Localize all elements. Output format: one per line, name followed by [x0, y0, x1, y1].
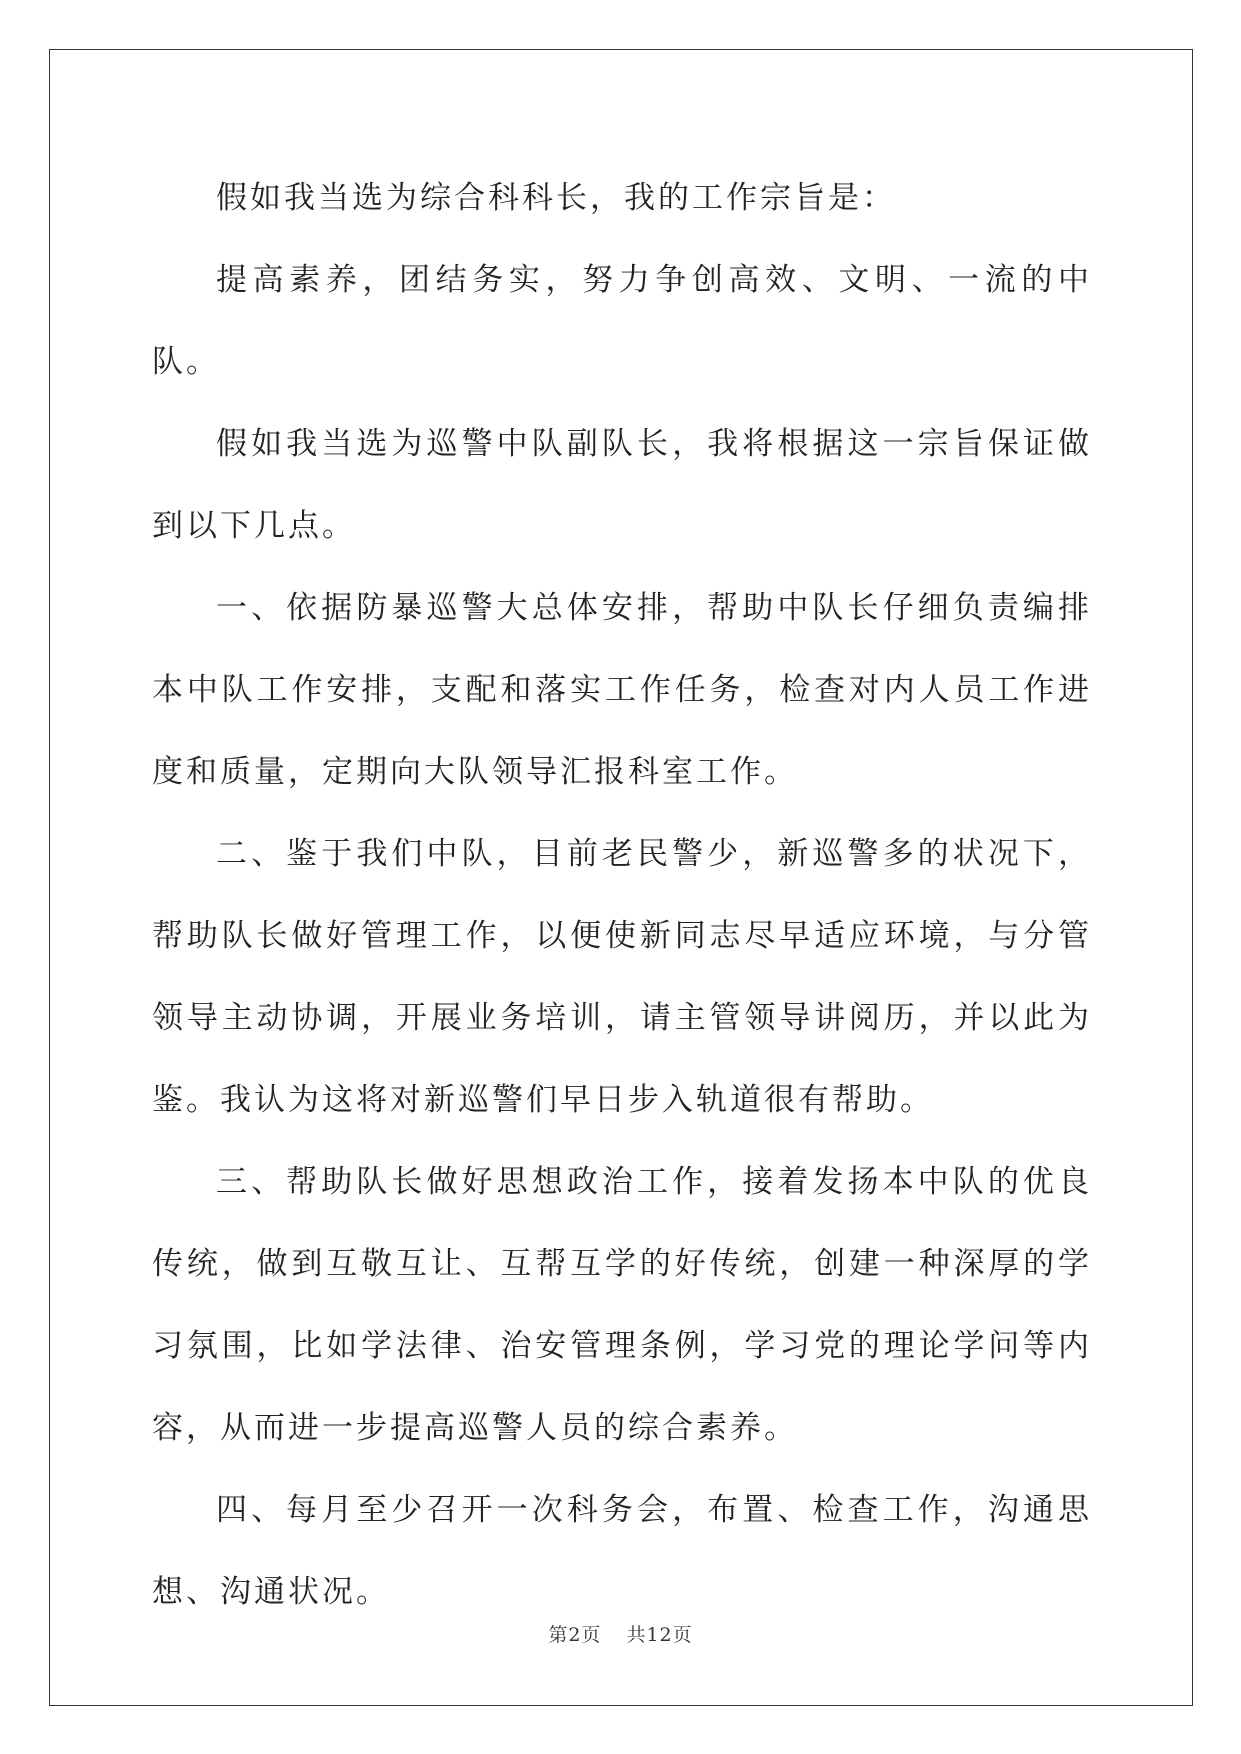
paragraph-4: 一、依据防暴巡警大总体安排，帮助中队长仔细负责编排本中队工作安排，支配和落实工作任务，检查对内人员工作进度和质量，定期向大队领导汇报科室工作。 — [152, 590, 1092, 790]
paragraph-7: 四、每月至少召开一次科务会，布置、检查工作，沟通思想、沟通状况。 — [152, 1492, 1092, 1610]
total-pages: 共12页 — [626, 1624, 693, 1646]
paragraph-5: 二、鉴于我们中队，目前老民警少，新巡警多的状况下，帮助队长做好管理工作，以便使新同志尽早适应环境，与分管领导主动协调，开展业务培训，请主管领导讲阅历，并以此为鉴。我认为这将对新巡警们早日步入轨道很有帮助。 — [152, 836, 1092, 1118]
page-footer — [0, 1620, 1241, 1647]
paragraph-1: 假如我当选为综合科科长，我的工作宗旨是： — [216, 180, 896, 216]
paragraph-6: 三、帮助队长做好思想政治工作，接着发扬本中队的优良传统，做到互敬互让、互帮互学的好传统，创建一种深厚的学习氛围，比如学法律、治安管理条例，学习党的理论学问等内容，从而进一步提高巡警人员的综合素养。 — [152, 1164, 1092, 1446]
paragraph-3: 假如我当选为巡警中队副队长，我将根据这一宗旨保证做到以下几点。 — [152, 426, 1092, 544]
page-number: 第2页 — [548, 1624, 602, 1646]
document-body — [152, 157, 1092, 1633]
paragraph-2: 提高素养，团结务实，努力争创高效、文明、一流的中队。 — [152, 262, 1092, 380]
